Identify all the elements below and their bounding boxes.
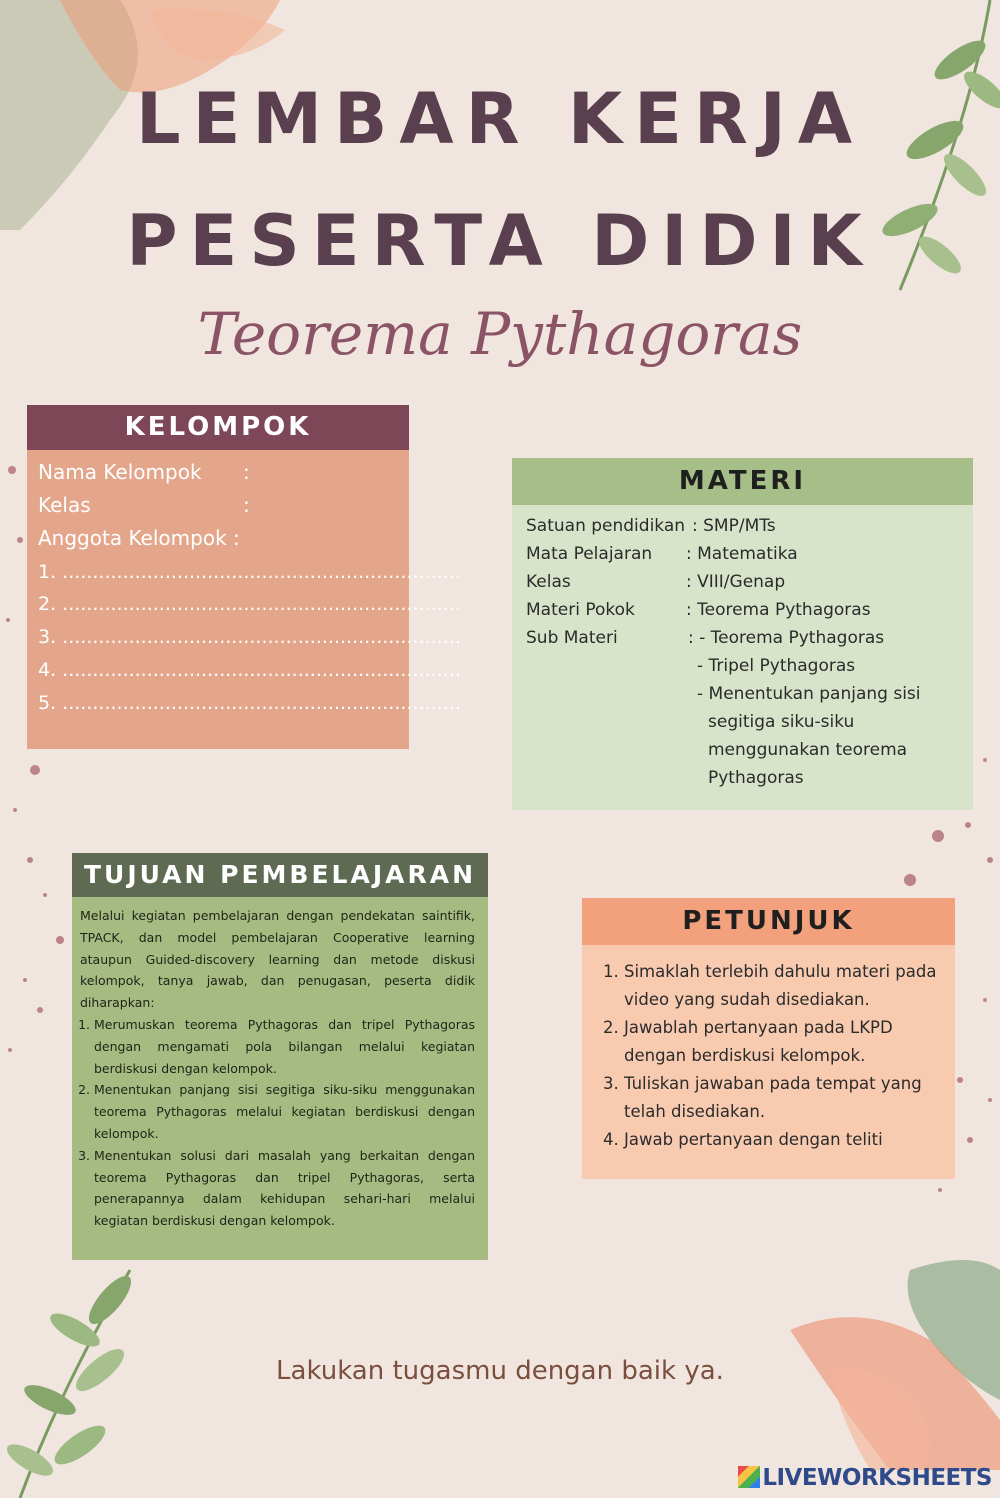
materi-label: Sub Materi <box>526 628 618 648</box>
sub-materi-item: - Tripel Pythagoras <box>697 656 856 676</box>
materi-heading: MATERI <box>512 458 973 505</box>
tujuan-list <box>80 1014 475 1232</box>
materi-label: Materi Pokok <box>526 600 635 620</box>
materi-value: : Teorema Pythagoras <box>686 600 871 620</box>
petunjuk-list <box>594 958 949 1154</box>
petunjuk-item: 1. Simaklah terlebih dahulu materi pada video yang sudah disediakan. <box>624 958 949 1014</box>
liveworksheets-brand[interactable] <box>738 1465 992 1491</box>
member-line-1[interactable]: 1. .................................................................. <box>38 561 461 583</box>
sub-materi-item: menggunakan teorema <box>708 740 908 760</box>
sub-materi-item: - Menentukan panjang sisi <box>697 684 921 704</box>
materi-label: Mata Pelajaran <box>526 544 653 564</box>
materi-box <box>512 458 973 810</box>
tujuan-item: 3. Menentukan solusi dari masalah yang berkaitan dengan teorema Pythagoras dan tripel Pythagoras, serta penerapannya dalam kehidupan sehari-hari melalui kegiatan berdiskusi dengan kelompok. <box>94 1145 475 1232</box>
petunjuk-box <box>582 898 955 1179</box>
field-nama-kelompok <box>38 460 250 484</box>
tujuan-heading: TUJUAN PEMBELAJARAN <box>72 853 488 897</box>
materi-value: : VIII/Genap <box>686 572 786 592</box>
materi-value: : Matematika <box>686 544 798 564</box>
tujuan-box <box>72 853 488 1260</box>
footer-message: Lakukan tugasmu dengan baik ya. <box>276 1356 724 1386</box>
field-label: Kelas <box>38 493 91 517</box>
tujuan-item: 1. Merumuskan teorema Pythagoras dan tripel Pythagoras dengan mengamati pola bilangan melalui kegiatan berdiskusi dengan kelompok. <box>94 1014 475 1079</box>
member-line-5[interactable]: 5. .................................................................. <box>38 692 461 714</box>
field-colon: : <box>243 460 250 484</box>
member-line-4[interactable]: 4. .................................................................. <box>38 659 461 681</box>
field-anggota <box>38 526 240 550</box>
petunjuk-item: 3. Tuliskan jawaban pada tempat yang telah disediakan. <box>624 1070 949 1126</box>
petunjuk-item: 4. Jawab pertanyaan dengan teliti <box>624 1126 949 1154</box>
liveworksheets-logo-icon <box>738 1466 760 1488</box>
subtitle: Teorema Pythagoras <box>197 300 803 368</box>
member-line-3[interactable]: 3. .................................................................. <box>38 626 461 648</box>
tujuan-intro: Melalui kegiatan pembelajaran dengan pendekatan saintifik, TPACK, dan model pembelajaran Cooperative learning ataupun Guided-discovery learning dan metode diskusi kelompok, tanya jawab, dan penugasan, peserta didik diharapkan: <box>80 908 475 1011</box>
field-label: Nama Kelompok <box>38 460 202 484</box>
tujuan-body <box>80 905 475 1232</box>
field-kelas <box>38 493 250 517</box>
brand-text: LIVEWORKSHEETS <box>762 1465 992 1491</box>
materi-value: : - Teorema Pythagoras <box>688 628 885 648</box>
sub-materi-item: segitiga siku-siku <box>708 712 855 732</box>
kelompok-box <box>27 405 461 749</box>
sub-materi-item: Pythagoras <box>708 768 804 788</box>
field-label: Anggota Kelompok : <box>38 526 240 550</box>
materi-label: Satuan pendidikan <box>526 516 686 536</box>
member-line-2[interactable]: 2. .................................................................. <box>38 593 461 615</box>
materi-value: : SMP/MTs <box>692 516 776 536</box>
kelompok-heading: KELOMPOK <box>27 405 409 450</box>
tujuan-item: 2. Menentukan panjang sisi segitiga siku-siku menggunakan teorema Pythagoras melalui kegiatan berdiskusi dengan kelompok. <box>94 1079 475 1144</box>
petunjuk-heading: PETUNJUK <box>582 898 955 945</box>
title-line-1: LEMBAR KERJA <box>135 78 865 160</box>
materi-label: Kelas <box>526 572 571 592</box>
field-colon: : <box>243 493 250 517</box>
title-line-2: PESERTA DIDIK <box>126 200 874 282</box>
petunjuk-item: 2. Jawablah pertanyaan pada LKPD dengan berdiskusi kelompok. <box>624 1014 949 1070</box>
